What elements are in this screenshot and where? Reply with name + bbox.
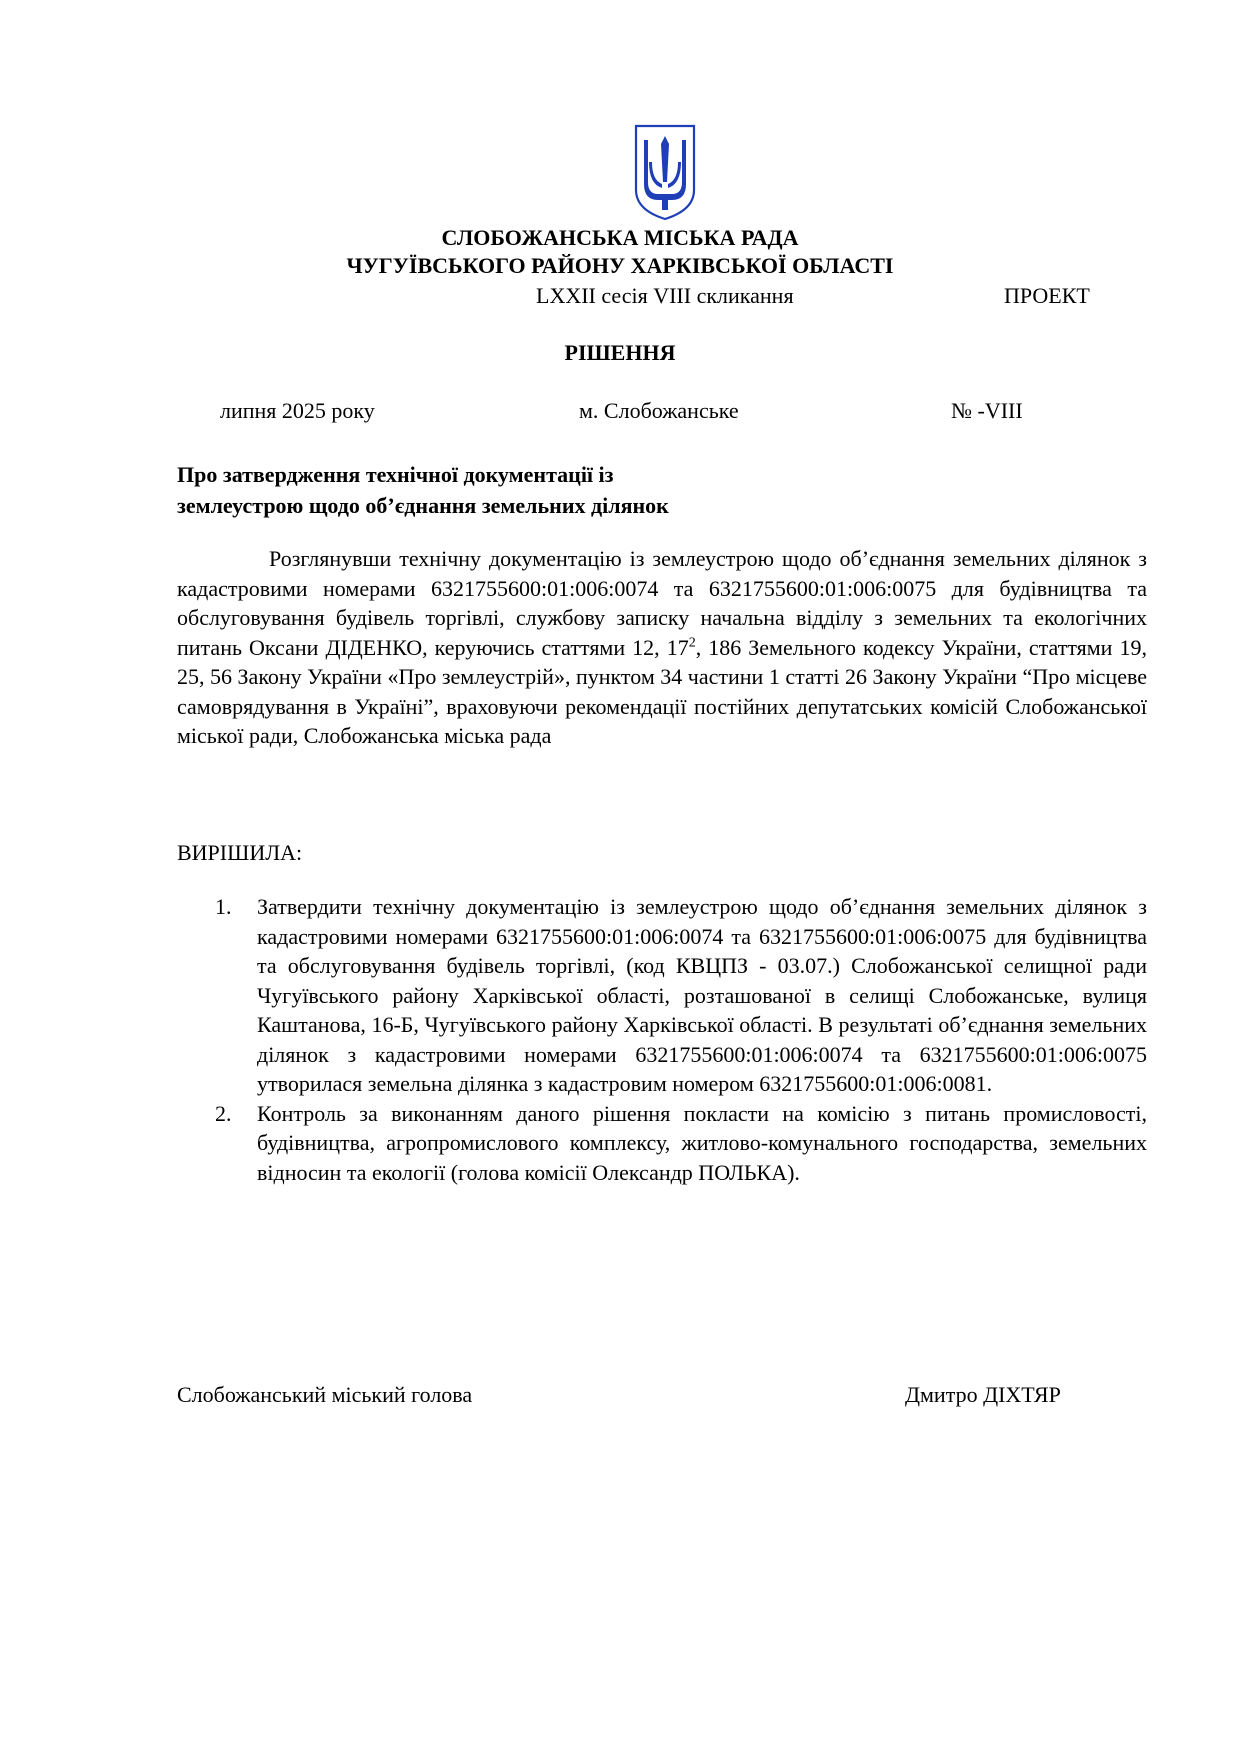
draft-mark: ПРОЕКТ xyxy=(1004,283,1090,308)
decision-item xyxy=(177,1099,1147,1188)
decided-label: ВИРІШИЛА: xyxy=(177,840,303,865)
preamble-part-2: , 186 Земельного кодексу України, статтями 19, 25, 56 Закону України «Про землеустрій», пунктом 34 частини 1 статті 26 Закону України “Про місцеве самоврядування в Україні”, враховуючи рекомендації постійних депутатських комісій Слобожанської міської ради, Слобожанська міська рада xyxy=(177,634,1147,748)
subject-line-1: Про затвердження технічної документації із xyxy=(177,462,614,487)
item-text: Затвердити технічну документацію із землеустрою щодо об’єднання земельних ділянок з кадастровими номерами 6321755600:01:006:0074 та 6321755600:01:006:0075 для будівництва та обслуговування будівель торгівлі, (код КВЦПЗ - 03.07.) Слобожанської селищної ради Чугуївського району Харківської області, розташованої в селищі Слобожанське, вулиця Каштанова, 16-Б, Чугуївського району Харківської області. В результаті об’єднання земельних ділянок з кадастровими номерами 6321755600:01:006:0074 та 6321755600:01:006:0075 утворилася земельна ділянка з кадастровим номером 6321755600:01:006:0081. xyxy=(257,894,1147,1096)
trident-emblem-icon xyxy=(632,122,698,222)
item-number: 2. xyxy=(215,1100,232,1126)
document-date: липня 2025 року xyxy=(220,398,375,423)
decision-items xyxy=(177,892,1147,1187)
document-subject xyxy=(177,459,669,521)
council-name: СЛОБОЖАНСЬКА МІСЬКА РАДА xyxy=(441,225,799,250)
item-text: Контроль за виконанням даного рішення покласти на комісію з питань промисловості, будівництва, агропромислового комплексу, житлово-комунального господарства, земельних відносин та екології (голова комісії Олександр ПОЛЬКА). xyxy=(257,1100,1147,1185)
signatory-name: Дмитро ДІХТЯР xyxy=(905,1382,1061,1407)
preamble-paragraph xyxy=(177,544,1147,751)
decision-item xyxy=(177,892,1147,1099)
preamble-part-1: Розглянувши технічну документацію із землеустрою щодо об’єднання земельних ділянок з кадастровими номерами 6321755600:01:006:0074 та 6321755600:01:006:0075 для будівництва та обслуговування будівель торгівлі, службову записку начальна відділу з земельних та екологічних питань Оксани ДІДЕНКО, керуючись статтями 12, 17 xyxy=(177,546,1147,660)
preamble-superscript: 2 xyxy=(688,635,696,651)
session-info: LXXII сесія VIII скликання xyxy=(536,283,794,308)
district-name: ЧУГУЇВСЬКОГО РАЙОНУ ХАРКІВСЬКОЇ ОБЛАСТІ xyxy=(346,253,894,278)
item-number: 1. xyxy=(215,894,232,919)
document-type: РІШЕННЯ xyxy=(564,340,676,365)
document-number: № -VIII xyxy=(951,398,1023,423)
signatory-position: Слобожанський міський голова xyxy=(177,1382,473,1407)
subject-line-2: землеустрою щодо об’єднання земельних ділянок xyxy=(177,493,669,518)
document-place: м. Слобожанське xyxy=(579,398,739,423)
